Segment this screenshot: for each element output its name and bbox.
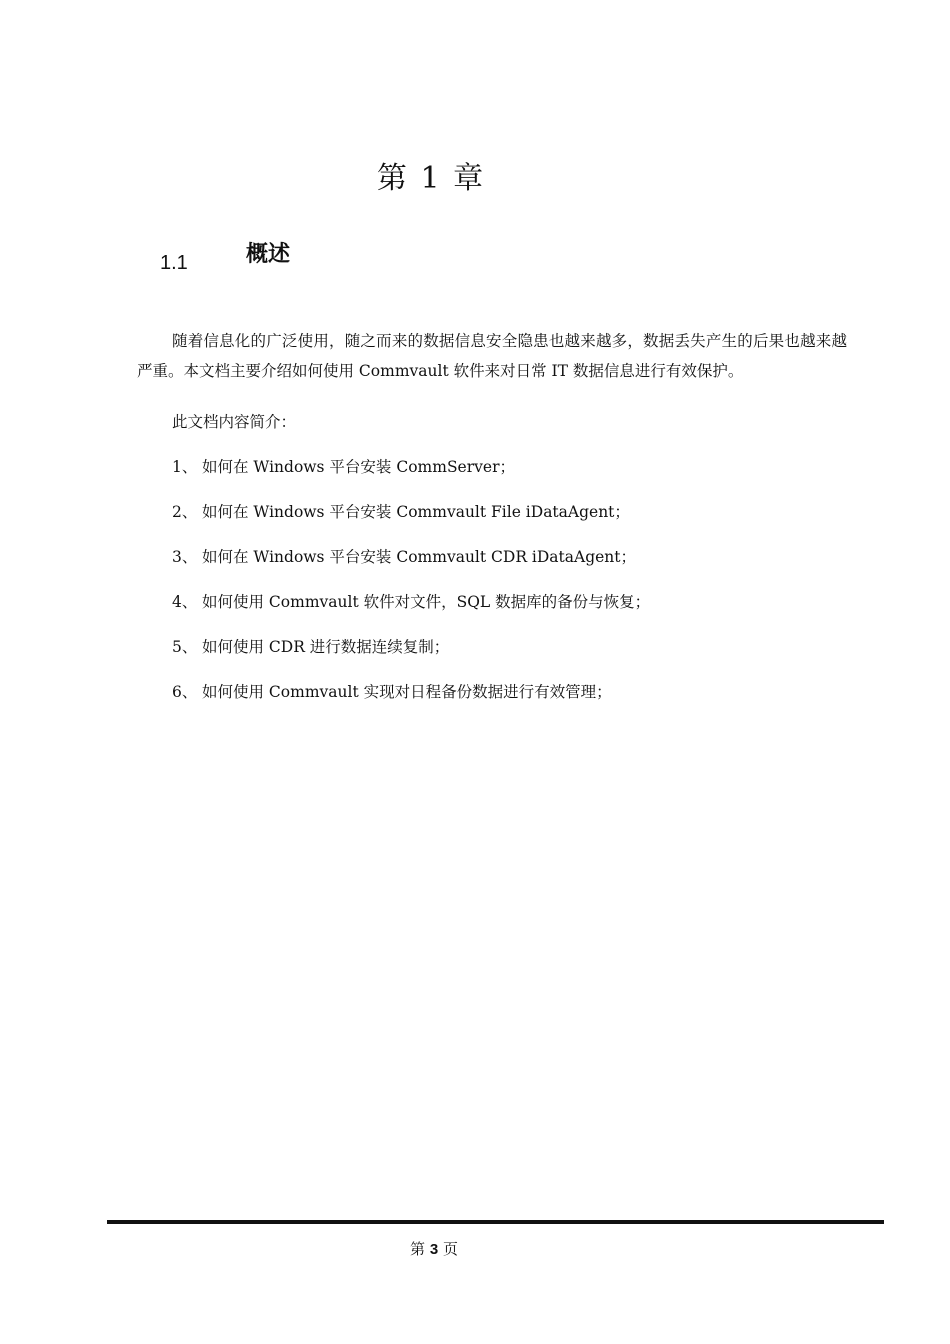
section-number: 1.1 <box>160 252 188 274</box>
list-item-text: 如何使用 Commvault 实现对日程备份数据进行有效管理； <box>202 683 612 701</box>
list-item <box>172 680 650 725</box>
page-number-prefix: 第 <box>410 1240 426 1258</box>
list-item-text: 如何使用 CDR 进行数据连续复制； <box>202 638 450 656</box>
section-heading <box>160 240 290 274</box>
list-item-text: 如何在 Windows 平台安装 Commvault CDR iDataAgent； <box>202 548 637 566</box>
list-item <box>172 500 650 545</box>
chapter-title: 第 1 章 <box>376 161 486 196</box>
list-item-text: 如何使用 Commvault 软件对文件，SQL 数据库的备份与恢复； <box>202 593 651 611</box>
list-item-number: 4、 <box>172 593 198 611</box>
list-item-number: 3、 <box>172 548 198 566</box>
list-item-number: 2、 <box>172 503 198 521</box>
list-item <box>172 635 650 680</box>
page-number-suffix: 页 <box>442 1240 458 1258</box>
contents-list <box>172 455 650 725</box>
section-title: 概述 <box>246 242 291 267</box>
intro-paragraph: 随着信息化的广泛使用，随之而来的数据信息安全隐患也越来越多，数据丢失产生的后果也越来越严重。本文档主要介绍如何使用 Commvault 软件来对日常 IT 数据信息进行有效保护。 <box>137 332 847 380</box>
list-item-number: 6、 <box>172 683 198 701</box>
list-item-text: 如何在 Windows 平台安装 CommServer； <box>202 458 515 476</box>
page-number-value: 3 <box>429 1241 439 1258</box>
contents-intro: 此文档内容简介： <box>172 413 297 431</box>
page-number <box>0 1238 868 1261</box>
list-item-number: 5、 <box>172 638 198 656</box>
list-item <box>172 455 650 500</box>
list-item-number: 1、 <box>172 458 198 476</box>
footer-divider <box>107 1220 884 1224</box>
list-item <box>172 545 650 590</box>
list-item <box>172 590 650 635</box>
list-item-text: 如何在 Windows 平台安装 Commvault File iDataAgent； <box>202 503 630 521</box>
